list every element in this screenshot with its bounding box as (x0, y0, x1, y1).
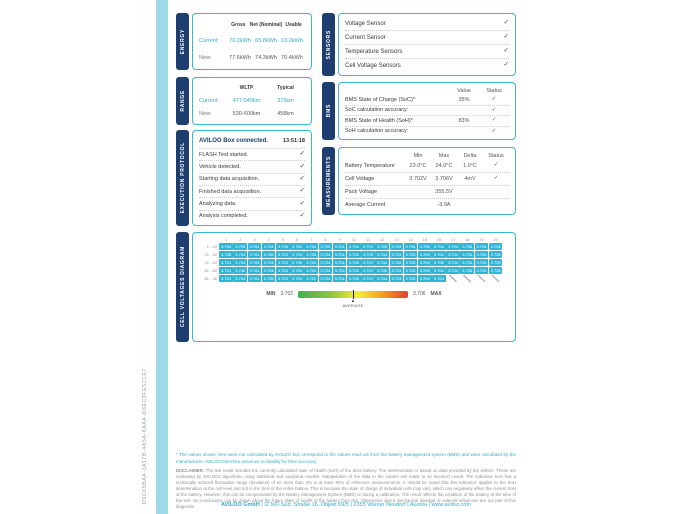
grid-row-label: 21 - 40 (204, 252, 217, 258)
cell-voltage-value: 3.704 (405, 267, 416, 273)
execution-protocol-panel-label: EXECUTION PROTOCOL (179, 142, 186, 214)
cell-voltage-empty (475, 275, 489, 282)
bms-row (345, 95, 509, 106)
average-label: AVERAGE (342, 302, 364, 308)
protocol-step-row (199, 210, 305, 222)
execution-protocol-panel-tab (176, 130, 189, 226)
measurements-table (338, 147, 516, 215)
bms-header-row (345, 86, 509, 95)
cell-voltage-value: 3.705 (476, 252, 487, 258)
cell-voltage-value: 3.704 (419, 252, 430, 258)
bms-panel-tab (322, 82, 335, 140)
cell-voltage-value: 3.704 (221, 259, 232, 265)
cell-voltage-value: 3.703 (221, 275, 232, 281)
sensors-panel (322, 13, 516, 76)
range-col-header: Typical (277, 84, 294, 91)
check-icon: ✓ (491, 106, 497, 113)
cell-voltage-value: 3.704 (405, 244, 416, 250)
cell-voltage-value: 3.705 (405, 252, 416, 258)
energy-value: 70.4kWh (281, 54, 303, 61)
cell-voltage-value: 3.706 (377, 267, 388, 273)
measurement-max: 355.5V (435, 189, 453, 195)
cell-voltage-value: 3.704 (377, 275, 388, 281)
sensors-panel-label: SENSORS (325, 29, 332, 60)
cell-voltage-value: 3.704 (277, 259, 288, 265)
range-table (192, 77, 312, 125)
cell-voltage-value: 3.704 (235, 252, 246, 258)
grid-col-header: 9 (338, 237, 341, 242)
sensor-row (345, 17, 509, 31)
cell-voltage-value: 3.706 (263, 252, 274, 258)
range-row (199, 94, 305, 107)
check-icon: ✓ (299, 175, 305, 183)
protocol-step-text: Starting data acquisition. (199, 176, 260, 183)
cell-voltage-value: 3.705 (235, 244, 246, 250)
grid-col-header: 2 (239, 237, 242, 242)
energy-table (192, 13, 312, 70)
grid-col-header: 4 (267, 237, 270, 242)
energy-value: 70.2kWh (229, 38, 251, 45)
cell-voltage-value: 3.704 (433, 267, 444, 273)
cell-voltage-value: 3.706 (391, 259, 402, 265)
energy-value: 74.3kWh (255, 54, 277, 61)
grid-col-header: 15 (422, 237, 427, 242)
cell-voltage-value: 3.704 (448, 267, 459, 273)
cell-voltage-value: 3.704 (348, 252, 359, 258)
check-icon: ✓ (503, 47, 509, 55)
check-icon: ✓ (493, 162, 499, 169)
grid-col-header: 5 (281, 237, 284, 242)
energy-value: 63.2kWh (281, 38, 303, 45)
range-value: 477-540km (232, 97, 261, 104)
check-icon: ✓ (299, 150, 305, 158)
energy-panel-tab (176, 13, 189, 70)
grid-col-header: 20 (493, 237, 498, 242)
grid-row (199, 266, 509, 274)
cell-voltage-value: 3.703 (391, 275, 402, 281)
protocol-step-text: Analyzing data. (199, 200, 237, 207)
range-col-header: WLTP (239, 84, 254, 91)
cell-voltage-empty (489, 275, 503, 282)
grid-row-label: 41 - 60 (204, 259, 217, 265)
measurements-col-header: Min (413, 152, 423, 159)
decorative-stripe (156, 0, 168, 514)
cell-voltage-value: 3.704 (362, 275, 373, 281)
cell-voltage-value: 3.705 (221, 252, 232, 258)
grid-row (199, 274, 509, 282)
range-row-label: Current: (199, 97, 219, 104)
voltage-gradient-bar (298, 291, 408, 308)
measurement-row (345, 160, 509, 173)
measurement-max: -3.9A (437, 202, 451, 208)
cell-voltages-panel-tab (176, 232, 189, 342)
grid-row-label: 1 - 20 (206, 244, 217, 250)
cell-voltage-value: 3.705 (419, 267, 430, 273)
cell-voltage-value: 3.704 (249, 244, 260, 250)
range-row-label: New: (199, 111, 212, 118)
grid-col-header: 16 (436, 237, 442, 242)
cell-voltage-value: 3.704 (235, 259, 246, 265)
grid-row (199, 251, 509, 259)
cell-voltage-value: 3.704 (377, 259, 388, 265)
range-panel-tab (176, 77, 189, 125)
measurements-col-header: Delta (463, 152, 477, 159)
range-value: 458km (277, 111, 294, 118)
bms-row-label: BMS State of Health (SoH)* (345, 117, 413, 124)
footer (176, 502, 516, 508)
grid-row-label: 81 - 96 (204, 275, 217, 281)
protocol-step-row (199, 148, 305, 160)
measurement-row (345, 199, 509, 211)
sensor-row (345, 45, 509, 59)
cell-voltage-value: 3.704 (391, 252, 402, 258)
energy-value: 65.8kWh (255, 38, 277, 45)
bms-row-label: SoC calculation accuracy: (345, 107, 409, 114)
cell-voltage-value: 3.704 (433, 252, 444, 258)
protocol-header-row (199, 134, 305, 148)
check-icon: ✓ (503, 19, 509, 27)
scale-min-label: MIN (266, 291, 276, 298)
measurement-name: Cell Voltage (345, 176, 375, 182)
grid-col-header: 19 (479, 237, 484, 242)
measurements-panel-tab (322, 147, 335, 215)
measurement-name: Average Current (345, 202, 386, 208)
energy-row-label: Current: (199, 38, 219, 45)
energy-row-label: New: (199, 54, 212, 61)
cell-voltage-value: 3.704 (334, 252, 345, 258)
cell-voltage-value: 3.704 (249, 267, 260, 273)
measurement-name: Pack Voltage (345, 189, 378, 195)
energy-col-header: Net (Nominal) (249, 22, 283, 29)
cell-voltage-value: 3.704 (476, 267, 487, 273)
cell-voltage-value: 3.704 (292, 252, 303, 258)
grid-col-header: 1 (224, 237, 228, 242)
check-icon: ✓ (299, 199, 305, 207)
energy-row (199, 50, 305, 66)
cell-voltage-value: 3.704 (277, 252, 288, 258)
bms-col-header: Status (486, 87, 502, 94)
measurement-delta: 1.0°C (463, 163, 477, 169)
cell-voltage-value: 3.704 (362, 267, 373, 273)
cell-voltage-value: 3.705 (334, 267, 345, 273)
sensors-list (338, 13, 516, 76)
cell-voltage-value: 3.704 (263, 244, 274, 250)
cell-voltage-value: 3.704 (462, 259, 473, 265)
grid-row (199, 243, 509, 251)
grid-col-header: 17 (450, 237, 456, 242)
cell-voltage-value: 3.704 (391, 244, 402, 250)
energy-panel (176, 13, 312, 70)
bms-row (345, 106, 509, 117)
cell-voltage-value: 3.704 (320, 252, 331, 258)
measurement-row (345, 173, 509, 186)
cell-voltage-value: 3.704 (419, 275, 430, 281)
energy-header-row (199, 17, 305, 33)
cell-voltage-value: 3.706 (419, 244, 430, 250)
bms-row (345, 116, 509, 127)
grid-header-row (199, 237, 509, 243)
cell-voltage-value: 3.704 (221, 267, 232, 273)
footer-address: | IZ NÖ-Süd, Straße 16, Objekt 69/5 | 2355 Wiener Neudorf | Austria | www.aviloo.com (259, 502, 471, 508)
cell-voltages-panel-label: CELL VOLTAGES DIAGRAM (179, 246, 186, 328)
scale-max-value: 3.706 (413, 291, 426, 298)
cell-voltage-value: 3.704 (476, 244, 487, 250)
measurements-panel (322, 147, 516, 215)
grid-col-header: 7 (310, 237, 313, 242)
bms-panel-label: BMS (325, 104, 332, 118)
cell-voltage-value: 3.704 (490, 252, 501, 258)
bms-table (338, 82, 516, 140)
cell-voltage-value: 3.704 (433, 275, 444, 281)
energy-panel-label: ENERGY (179, 28, 186, 55)
bms-panel (322, 82, 516, 140)
disclaimer-title: DISCLAIMER: (176, 468, 206, 473)
cell-voltage-value: 3.705 (348, 259, 359, 265)
measurements-panel-label: MEASUREMENTS (325, 155, 332, 207)
cell-voltage-value: 3.704 (334, 275, 345, 281)
disclaimer-text: The test result includes the currently calculated state of health (SoH) of the drive battery. The determination is based on data provided by the vehicle. These are evaluated by AVILOOs algorithms using statistical and analytical models. Manipulation of the data in the control unit leads to an incorrect result. The indicated SoH has a technically induced fluctuation range (deviation) of no more than 3% in at least 90% of reference measurements. It should be noted that this tolerance applies to the SoH determination at the cell level and not to the SoH of the entire battery. This is because the state of charge of individual cells may vary, which can negatively affect the current SoH of the battery. However, this can be compensated by the Battery Management System (BMS) or during a calibration. The result reflects the condition of the battery at the time of the test. No conclusions can be drawn about the future state of health of the battery from this. Statements about mechanical damage or external influences are not part of this diagnosis. (176, 468, 516, 510)
footer-company: AVILOO GmbH (221, 502, 260, 508)
average-marker (342, 299, 363, 308)
cell-voltage-value: 3.704 (221, 244, 232, 250)
grid-col-header: 10 (351, 237, 356, 242)
grid-col-header: 8 (324, 237, 327, 242)
cell-voltage-value: 3.704 (292, 267, 303, 273)
cell-voltage-value: 3.704 (490, 267, 501, 273)
cell-voltage-value: 3.704 (320, 259, 331, 265)
document-id: D9C65BAA-1A17B-4A5A-8AAA-D8EC9FE57CE7 (142, 368, 148, 504)
cell-voltage-empty (460, 275, 474, 282)
cell-voltage-value: 3.704 (320, 275, 331, 281)
check-icon: ✓ (493, 175, 499, 182)
cell-voltage-value: 3.704 (249, 252, 260, 258)
cell-voltage-value: 3.704 (405, 275, 416, 281)
cell-voltage-value: 3.704 (362, 244, 373, 250)
cell-voltage-value: 3.704 (306, 244, 317, 250)
cell-voltage-empty (446, 275, 460, 282)
check-icon: ✓ (299, 212, 305, 220)
cell-voltage-value: 3.704 (476, 259, 487, 265)
cell-voltage-value: 3.704 (334, 259, 345, 265)
cell-voltage-value: 3.704 (334, 244, 345, 250)
range-value: 530-600km (232, 111, 261, 118)
bms-row-label: SoH calculation accuracy: (345, 128, 409, 135)
scale-min-value: 3.702 (280, 291, 294, 298)
cell-voltage-value: 3.704 (348, 267, 359, 273)
cell-voltage-value: 3.705 (433, 259, 444, 265)
cell-voltage-value: 3.704 (448, 252, 459, 258)
range-header-row (199, 81, 305, 94)
check-icon: ✓ (491, 127, 497, 134)
bms-row-label: BMS State of Charge (SoC)* (345, 96, 416, 103)
cell-voltage-value: 3.704 (320, 267, 331, 273)
measurement-row (345, 186, 509, 199)
measurement-min: 3.702V (409, 176, 427, 182)
cell-voltage-value: 3.704 (306, 267, 317, 273)
sensor-row (345, 59, 509, 72)
range-panel (176, 77, 312, 125)
measurements-col-header: Status (488, 152, 504, 159)
cell-voltage-value: 3.704 (277, 275, 288, 281)
cell-voltage-value: 3.706 (235, 267, 246, 273)
cell-voltages-content (192, 232, 516, 342)
bms-row (345, 127, 509, 137)
cell-voltage-value: 3.705 (320, 244, 331, 250)
protocol-step-text: Analysis completed. (199, 213, 248, 220)
cell-voltage-value: 3.704 (249, 275, 260, 281)
protocol-step-row (199, 160, 305, 172)
average-arrow-icon: ▲ (351, 297, 355, 303)
cell-voltage-value: 3.705 (462, 244, 473, 250)
cell-voltage-value: 3.704 (490, 244, 501, 250)
cell-voltage-value: 3.704 (235, 275, 246, 281)
check-icon: ✓ (491, 117, 497, 123)
protocol-timestamp: 13:51:18 (282, 138, 305, 144)
measurement-max: 24.0°C (435, 163, 453, 169)
check-icon: ✓ (503, 61, 509, 69)
sensors-panel-tab (322, 13, 335, 76)
check-icon: ✓ (491, 96, 497, 102)
measurement-max: 3.706V (435, 176, 453, 182)
measurements-col-header: Max (438, 152, 450, 159)
range-panel-label: RANGE (179, 90, 186, 112)
measurement-delta: 4mV (464, 176, 476, 182)
protocol-step-row (199, 185, 305, 197)
scale-max-label: MAX (430, 291, 442, 298)
protocol-title: AVILOO Box connected. (199, 138, 268, 144)
cell-voltage-value: 3.704 (405, 259, 416, 265)
sensor-name: Current Sensor (345, 34, 386, 41)
grid-col-header: 6 (295, 237, 299, 242)
voltage-scale (199, 291, 509, 308)
cell-voltages-grid (199, 237, 509, 282)
cell-voltage-value: 3.704 (348, 244, 359, 250)
cell-voltage-value: 3.705 (277, 267, 288, 273)
bms-value: 83% (458, 117, 470, 124)
protocol-list (192, 130, 312, 226)
range-row (199, 108, 305, 121)
energy-col-header: Gross (231, 22, 246, 29)
cell-voltages-panel (176, 232, 516, 342)
grid-col-header: 11 (365, 237, 371, 242)
cell-voltage-value: 3.702 (306, 275, 317, 281)
cell-voltage-value: 3.705 (263, 275, 274, 281)
cell-voltage-value: 3.704 (306, 259, 317, 265)
cell-voltage-value: 3.704 (391, 267, 402, 273)
check-icon: ✓ (503, 33, 509, 41)
cell-voltage-value: 3.704 (377, 252, 388, 258)
cell-voltage-value: 3.704 (292, 275, 303, 281)
energy-col-header: Usable (285, 22, 302, 29)
bms-col-header: Value (457, 87, 471, 94)
cell-voltage-value: 3.705 (490, 259, 501, 265)
cell-voltage-value: 3.704 (263, 267, 274, 273)
cell-voltage-value: 3.704 (433, 244, 444, 250)
cell-voltage-value: 3.704 (448, 259, 459, 265)
cell-voltage-value: 3.705 (306, 252, 317, 258)
execution-protocol-panel (176, 130, 312, 226)
protocol-step-row (199, 197, 305, 209)
cell-voltage-value: 3.705 (377, 244, 388, 250)
grid-row (199, 259, 509, 267)
check-icon: ✓ (299, 187, 305, 195)
protocol-step-row (199, 173, 305, 185)
grid-row-label: 61 - 80 (204, 267, 217, 273)
cell-voltage-value: 3.704 (292, 244, 303, 250)
cell-voltage-value: 3.705 (462, 267, 473, 273)
grid-col-header: 18 (465, 237, 470, 242)
measurement-min: 23.0°C (409, 163, 427, 169)
energy-value: 77.6kWh (229, 54, 251, 61)
bms-footnote: * The values shown here were not calculated by AVILOO but correspond to the values read out from the battery management system (BMS) and were calculated by the manufacturer. AVILOO therefore assumes no liability for their accuracy. (176, 452, 516, 464)
cell-voltage-value: 3.706 (277, 244, 288, 250)
cell-voltage-value: 3.706 (292, 259, 303, 265)
range-value: 376km (277, 97, 294, 104)
cell-voltage-value: 3.704 (419, 259, 430, 265)
cell-voltage-value: 3.705 (348, 275, 359, 281)
cell-voltage-value: 3.706 (362, 252, 373, 258)
cell-voltage-value: 3.704 (362, 259, 373, 265)
energy-row (199, 33, 305, 49)
sensor-row (345, 31, 509, 45)
grid-col-header: 14 (408, 237, 413, 242)
measurements-header-row (345, 151, 509, 160)
sensor-name: Voltage Sensor (345, 20, 386, 27)
cell-voltage-value: 3.704 (448, 244, 459, 250)
protocol-step-text: Finished data acquisition. (199, 188, 262, 195)
sensor-name: Temperature Sensors (345, 48, 403, 55)
check-icon: ✓ (299, 162, 305, 170)
grid-col-header: 3 (253, 237, 256, 242)
bms-value: 35% (458, 96, 470, 103)
cell-voltage-value: 3.705 (249, 259, 260, 265)
grid-col-header: 12 (379, 237, 385, 242)
sensor-name: Cell Voltage Sensors (345, 62, 401, 69)
cell-voltage-value: 3.704 (263, 259, 274, 265)
protocol-step-text: Vehicle detected. (199, 163, 241, 170)
grid-col-header: 13 (394, 237, 399, 242)
measurement-name: Battery Temperature (345, 163, 395, 169)
cell-voltage-value: 3.704 (462, 252, 473, 258)
protocol-step-text: FLASH Test started. (199, 151, 249, 158)
